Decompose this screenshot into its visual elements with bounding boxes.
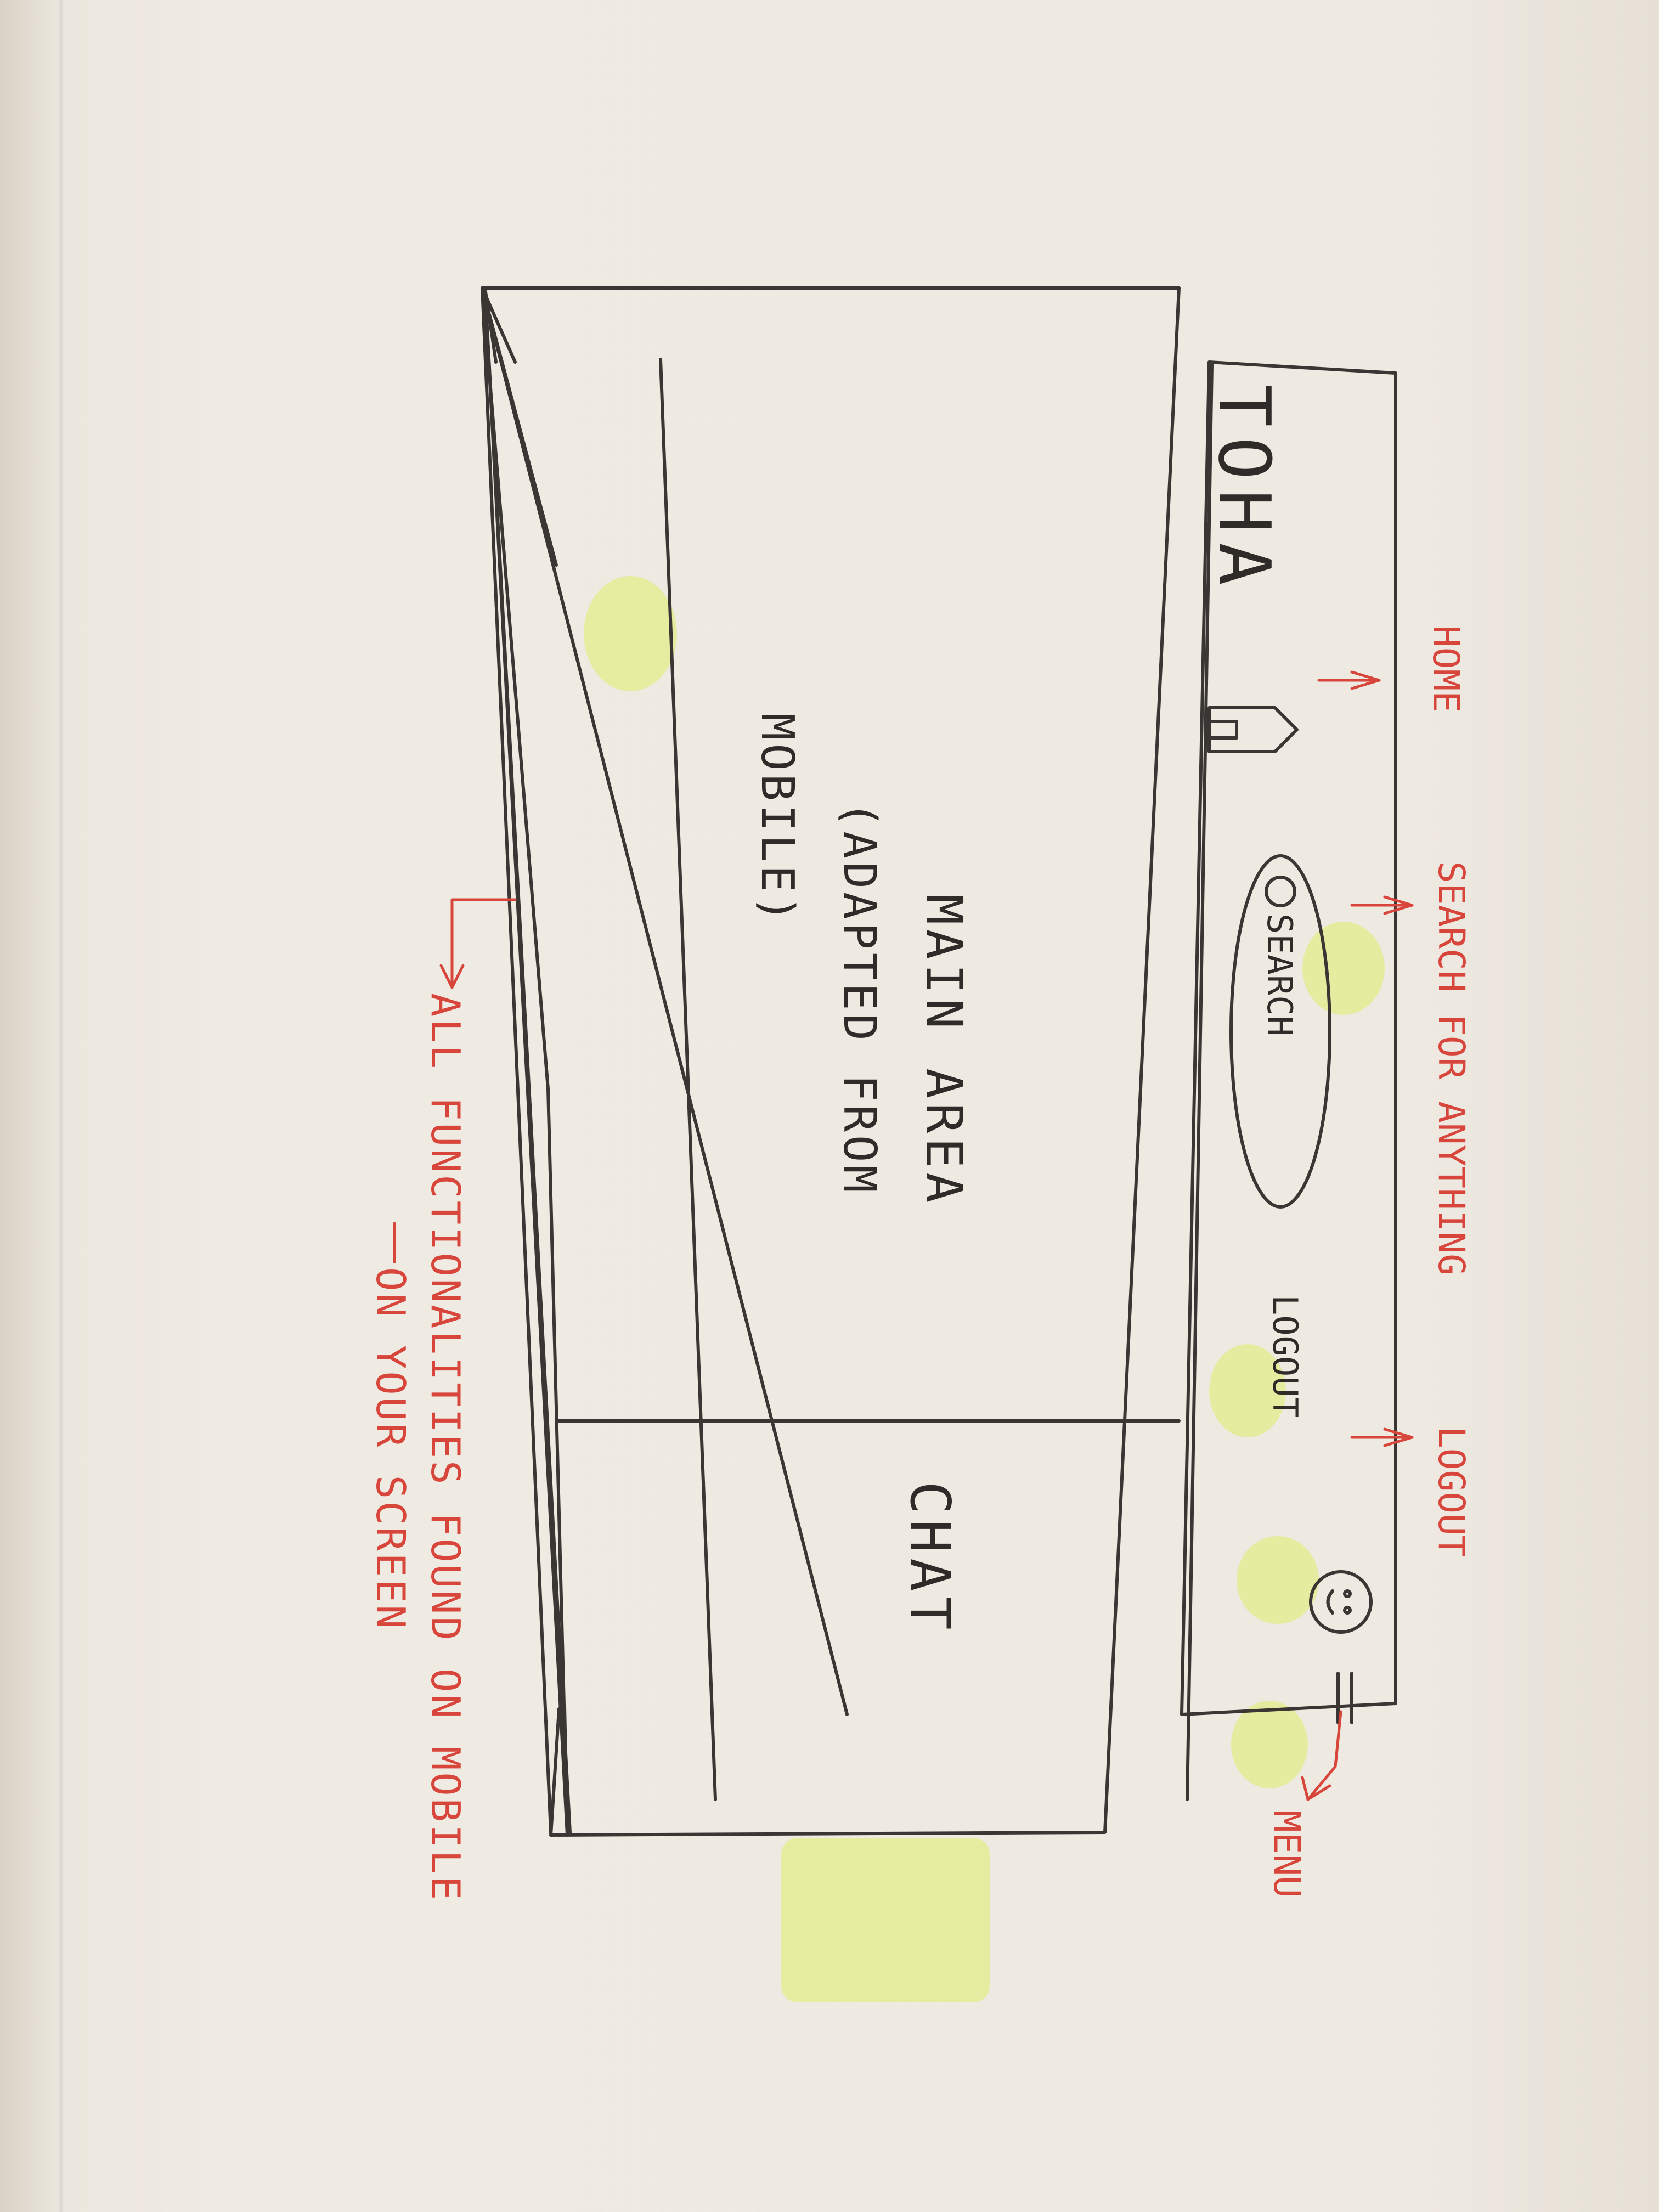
chat-label: CHAT — [898, 1481, 962, 1635]
main-area-line2: (ADAPTED FROM — [833, 801, 885, 1196]
menu-annotation: MENU — [1266, 1810, 1308, 1898]
footer-arrow — [452, 900, 515, 988]
logout-annotation: LOGOUT — [1430, 1426, 1472, 1558]
search-text[interactable]: SEARCH — [1260, 913, 1300, 1036]
main-area-line3: MOBILE) — [751, 713, 803, 926]
main-area-line1: MAIN AREA — [915, 894, 973, 1207]
home-icon[interactable] — [1204, 702, 1302, 757]
logo-text: TOHA — [1203, 384, 1286, 596]
menu-icon[interactable] — [1330, 1668, 1363, 1728]
search-annotation: SEARCH FOR ANYTHING — [1430, 861, 1472, 1276]
avatar-icon[interactable] — [1311, 1572, 1371, 1632]
footer-annotation-line1: ALL FUNCTIONALITIES FOUND ON MOBILE — [422, 993, 469, 1903]
logout-text[interactable]: LOGOUT — [1265, 1295, 1305, 1418]
home-annotation: HOME — [1425, 625, 1467, 713]
footer-annotation-line2: ON YOUR SCREEN — [368, 1267, 414, 1631]
